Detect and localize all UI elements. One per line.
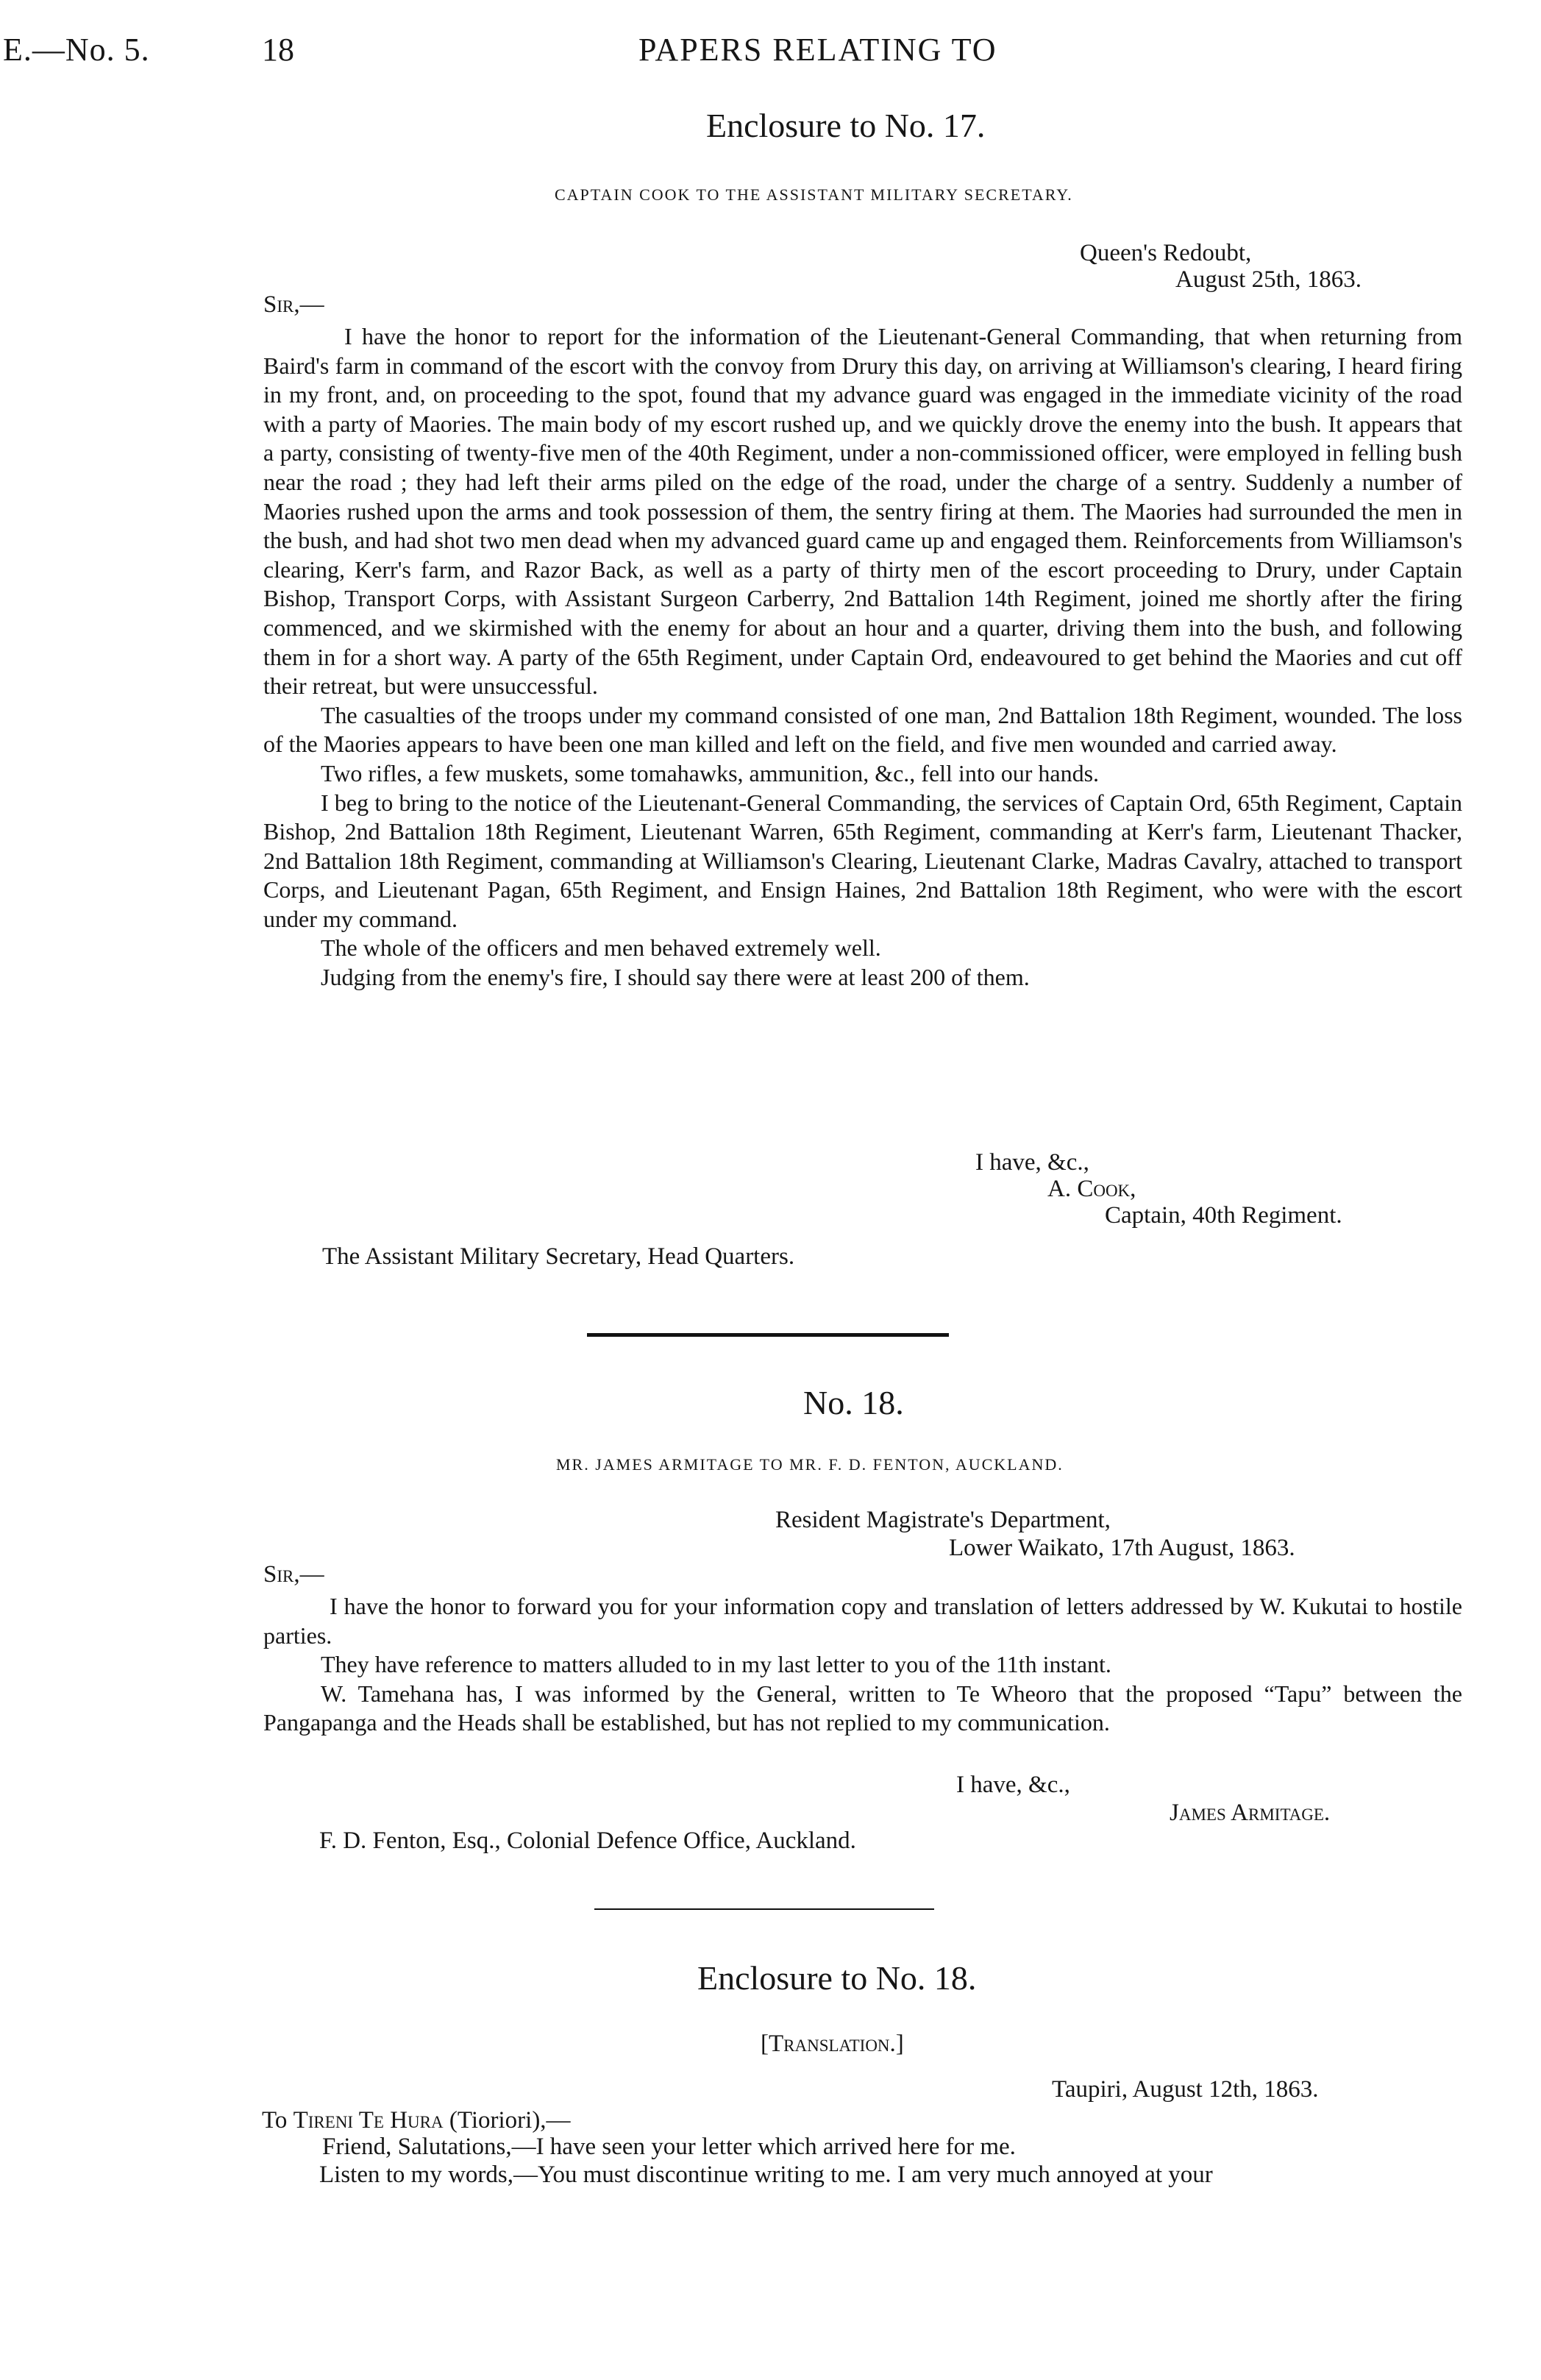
document-reference: E.—No. 5. bbox=[3, 32, 150, 68]
page-number: 18 bbox=[262, 32, 294, 68]
letter2-paragraph-1: I have the honor to forward you for your information copy and translation of letters addressed by W. Kukutai to hostile parties. bbox=[263, 1593, 1462, 1649]
letter1-place: Queen's Redoubt, bbox=[1080, 240, 1252, 266]
letter3-to-name: Tireni Te Hura bbox=[293, 2107, 444, 2134]
letter2-subject: MR. JAMES ARMITAGE TO MR. F. D. FENTON, AUCKLAND. bbox=[556, 1455, 1064, 1474]
letter1-paragraph-1: I have the honor to report for the information of the Lieutenant-General Commanding, that when returning from Baird's farm in command of the escort with the convoy from Drury this day, on arriving at Williamson's clearing, I heard firing in my front, and, on proceeding to the spot, found that my advance guard was engaged in the immediate vicinity of the road with a party of Maories. The main body of my escort rushed up, and we quickly drove the enemy into the bush. It appears that a party, consisting of twenty-five men of the 40th Regiment, under a non-commissioned officer, were employed in felling bush near the road ; they had left their arms piled on the edge of the road, under the charge of a sentry. Suddenly a number of Maories rushed upon the arms and took possession of them, the sentry firing at them. The Maories had surrounded the men in the bush, and had shot two men dead when my advanced guard came up and engaged them. Reinforcements from Williamson's clearing, Kerr's farm, and Razor Back, as well as a party of thirty men of the escort proceeding to Drury, under Captain Bishop, Transport Corps, with Assistant Surgeon Carberry, 2nd Battalion 14th Regiment, joined me shortly after the firing commenced, and we skirmished with the enemy for about an hour and a quarter, driving them into the bush, and following them in for a short way. A party of the 65th Regiment, under Captain Ord, endeavoured to get behind the Maories and cut off their retreat, but were unsuccessful. bbox=[263, 323, 1462, 700]
letter1-closing: I have, &c., bbox=[975, 1149, 1089, 1176]
letter2-addressee: F. D. Fenton, Esq., Colonial Defence Office, Auckland. bbox=[319, 1827, 856, 1854]
enclosure-heading-18: Enclosure to No. 18. bbox=[697, 1959, 977, 1997]
section-divider-thick bbox=[587, 1333, 949, 1337]
letter3-to-suffix: (Tioriori),— bbox=[449, 2107, 571, 2134]
letter1-paragraph-5: The whole of the officers and men behaved extremely well. bbox=[321, 934, 881, 962]
enclosure-heading-17: Enclosure to No. 17. bbox=[706, 107, 986, 144]
letter1-salutation: Sir,— bbox=[263, 291, 324, 318]
letter1-paragraph-4: I beg to bring to the notice of the Lieutenant-General Commanding, the services of Captain Ord, 65th Regiment, Captain Bishop, 2nd Battalion 18th Regiment, Lieutenant Warren, 65th Regiment, commanding at Kerr's farm, Lieutenant Thacker, 2nd Battalion 18th Regiment, commanding at Williamson's Clearing, Lieutenant Clarke, Madras Cavalry, attached to transport Corps, and Lieutenant Pagan, 65th Regiment, and Ensign Haines, 2nd Battalion 18th Regiment, who were with the escort under my command. bbox=[263, 789, 1462, 932]
letter1-body bbox=[263, 322, 1462, 992]
section-divider-thin bbox=[594, 1908, 934, 1910]
letter1-date: August 25th, 1863. bbox=[1175, 266, 1362, 293]
letter1-paragraph-6: Judging from the enemy's fire, I should say there were at least 200 of them. bbox=[321, 964, 1030, 991]
letter2-place: Resident Magistrate's Department, bbox=[775, 1507, 1111, 1533]
letter1-paragraph-2: The casualties of the troops under my command consisted of one man, 2nd Battalion 18th Regiment, wounded. The loss of the Maories appears to have been one man killed and left on the field, and five men wounded and carried away. bbox=[263, 701, 1462, 758]
running-title: PAPERS RELATING TO bbox=[638, 32, 997, 68]
number-heading-18: No. 18. bbox=[803, 1384, 904, 1421]
letter2-closing: I have, &c., bbox=[956, 1772, 1070, 1798]
translation-label: [Translation.] bbox=[761, 2031, 904, 2057]
letter2-salutation: Sir,— bbox=[263, 1561, 324, 1588]
letter2-paragraph-3: W. Tamehana has, I was informed by the General, written to Te Wheoro that the proposed “Tapu” between the Pangapanga and the Heads shall be established, but has not replied to my communication. bbox=[263, 1680, 1462, 1736]
letter1-signature: A. Cook, bbox=[1047, 1176, 1136, 1202]
letter2-paragraph-2: They have reference to matters alluded to in my last letter to you of the 11th instant. bbox=[321, 1651, 1111, 1678]
letter3-to-prefix: To bbox=[262, 2107, 288, 2134]
letter3-addressee-line bbox=[262, 2107, 571, 2134]
letter3-place-date: Taupiri, August 12th, 1863. bbox=[1052, 2076, 1319, 2103]
letter2-place-date: Lower Waikato, 17th August, 1863. bbox=[949, 1535, 1295, 1561]
letter3-line-2: Listen to my words,—You must discontinue writing to me. I am very much annoyed at your bbox=[319, 2161, 1213, 2188]
letter3-line-1: Friend, Salutations,—I have seen your letter which arrived here for me. bbox=[322, 2134, 1016, 2160]
letter1-paragraph-3: Two rifles, a few muskets, some tomahawks, ammunition, &c., fell into our hands. bbox=[321, 759, 1100, 786]
letter2-body bbox=[263, 1592, 1462, 1738]
letter1-signature-title: Captain, 40th Regiment. bbox=[1105, 1202, 1342, 1229]
letter1-subject: CAPTAIN COOK TO THE ASSISTANT MILITARY SECRETARY. bbox=[555, 185, 1073, 204]
letter1-addressee: The Assistant Military Secretary, Head Quarters. bbox=[322, 1243, 795, 1270]
letter2-signature: James Armitage. bbox=[1170, 1800, 1331, 1826]
